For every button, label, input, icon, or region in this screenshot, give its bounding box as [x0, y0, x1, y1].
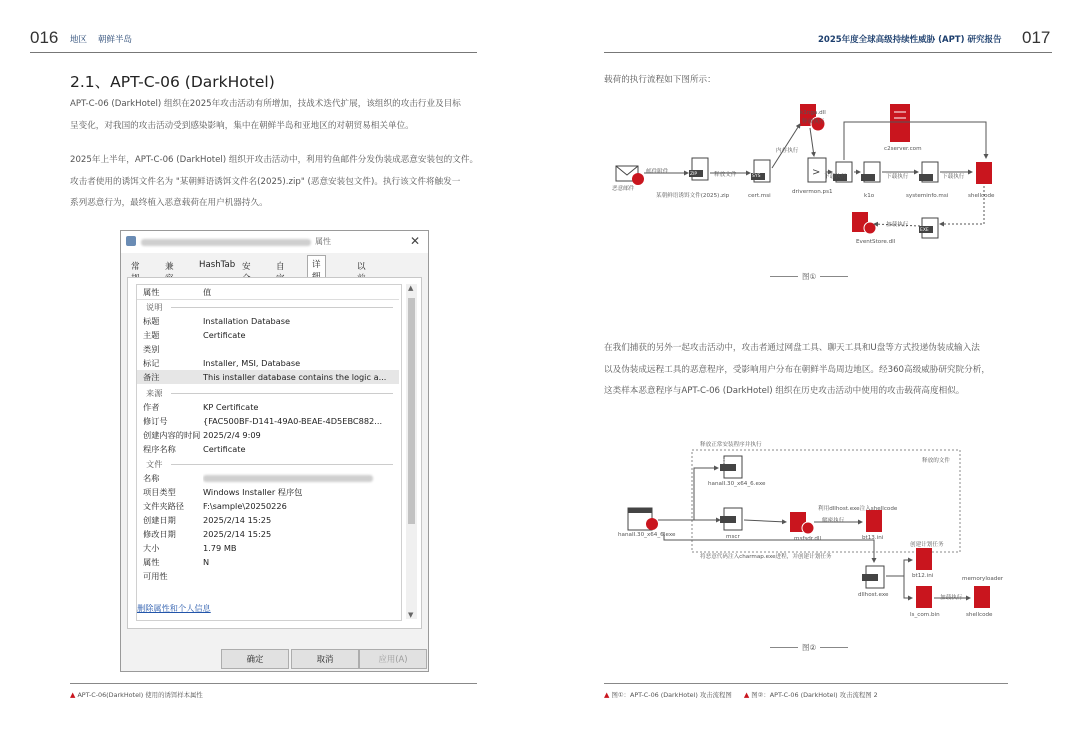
fig2-note-inject: 利用dllhost.exe注入shellcode [818, 506, 898, 512]
fig2-note-box: 释放的文件 [922, 458, 950, 464]
scroll-up-icon[interactable]: ▲ [408, 284, 414, 292]
sys-file-icon [919, 162, 938, 182]
fig1-dll-label: k1nga.dll [800, 110, 826, 116]
fig1-badge-zip: ZIP [690, 172, 698, 177]
row-value: F:\sample\20250226 [203, 501, 287, 511]
fig1-k1o-label: k1o [864, 193, 875, 199]
row-key: 创建内容的时间 [143, 430, 201, 440]
dialog-title-redacted [141, 239, 311, 246]
property-list[interactable] [136, 284, 402, 621]
dialog-title-suffix: 属性 [315, 237, 331, 246]
row-key: 大小 [143, 543, 160, 553]
para1-line2: 呈变化，对我国的攻击活动受到感染影响，集中在朝鲜半岛和亚地区的对朝贸易相关单位。 [70, 120, 414, 131]
fig1-edge-release: 释放文件 [714, 172, 737, 178]
left-paragraph-2 [70, 150, 480, 215]
row-value: 1.79 MB [203, 543, 237, 553]
fig1-zip-label: 某朝鲜语诱饵文件(2025).zip [656, 193, 730, 199]
fig2-note-decrypt: 解密执行 [822, 518, 845, 524]
left-header-region: 朝鲜半岛 [98, 35, 133, 45]
row-value: Certificate [203, 444, 246, 454]
fig2-note-memory: memoryloader [962, 576, 1004, 582]
cancel-button[interactable]: 取消 [291, 649, 359, 669]
ini-file-icon [866, 510, 882, 532]
exe-file-icon [862, 566, 884, 588]
table-row[interactable] [137, 527, 399, 541]
right-para-line3: 这类样本恶意程序与APT-C-06 (DarkHotel) 组织在历史攻击活动中使用的攻击载荷高度相似。 [604, 386, 965, 396]
shellcode-icon [974, 586, 990, 608]
fig2-exe1-label: hanaII.30_x64_6.exe [708, 481, 766, 487]
ok-button[interactable]: 确定 [221, 649, 289, 669]
row-key: 作者 [143, 402, 160, 412]
bin-file-icon [916, 586, 932, 608]
table-row[interactable] [137, 328, 399, 342]
shellcode-icon [976, 162, 992, 184]
row-value: 2025/2/14 15:25 [203, 529, 272, 539]
left-page-number: 016 [30, 28, 59, 47]
triangle-icon: ▲ [743, 691, 750, 699]
row-key: 修订号 [143, 416, 168, 426]
scroll-thumb[interactable] [408, 298, 415, 524]
para2-line2: 攻击者使用的诱饵文件名为 "某朝鲜语诱饵文件名(2025).zip" (恶意安装包文件)。执行该文件将触发一 [70, 176, 461, 187]
tab-custom[interactable]: 自 [276, 262, 285, 272]
table-row[interactable] [137, 569, 399, 583]
group-label: 来源 [146, 388, 163, 398]
fig1-edge-load: 加载执行 [886, 222, 909, 228]
para2-line3: 系列恶意行为，最终植入恶意载荷在用户机器持久。 [70, 198, 268, 208]
fig2-note-persist: 创建计划任务 [910, 542, 944, 548]
col-value[interactable]: 值 [203, 287, 212, 297]
fig1-sysinfo-label: systeminfo.msi [906, 193, 949, 199]
caption-rule-left-2 [770, 647, 798, 648]
tab-hashtab[interactable]: HashTab [199, 260, 236, 270]
svg-text:>: > [812, 167, 821, 178]
list-header [137, 285, 399, 300]
row-value: Windows Installer 程序包 [203, 487, 303, 497]
row-value: Installation Database [203, 316, 291, 326]
left-header-rule [30, 52, 477, 53]
right-paragraph [604, 338, 1044, 403]
row-value: N [203, 557, 210, 567]
group-label: 说明 [146, 302, 163, 312]
right-page-number: 017 [1022, 28, 1051, 47]
tab-details[interactable]: 详 [307, 255, 326, 308]
table-row[interactable] [137, 356, 399, 370]
table-row-selected[interactable] [137, 370, 399, 384]
right-footer [604, 690, 878, 699]
section-title: 2.1、APT-C-06 (DarkHotel) [70, 73, 275, 91]
row-value: This installer database contains the logic a... [203, 372, 387, 382]
fig1-edge-exec: 内存执行 [776, 148, 799, 154]
ini-file-icon [916, 548, 932, 570]
msi-file-icon [126, 236, 136, 246]
dll-gear-icon [790, 512, 814, 534]
fig1-edge-send: 邮件附件 [646, 169, 669, 175]
properties-dialog [120, 230, 429, 672]
triangle-icon: ▲ [70, 691, 76, 699]
fig1-badge-sys: SYS [752, 174, 761, 179]
para2-line1: 2025年上半年，APT-C-06 (DarkHotel) 组织开攻击活动中，利用钓鱼邮件分发伪装成恶意安装包的文件。 [70, 155, 479, 165]
caption-rule-right-2 [820, 647, 848, 648]
row-key: 创建日期 [143, 515, 176, 525]
right-intro: 载荷的执行流程如下图所示： [604, 75, 716, 85]
right-para-line1: 在我们捕获的另外一起攻击活动中，攻击者通过网盘工具、聊天工具和U盘等方式投递伪装成输入法 [604, 343, 980, 353]
installer-icon [628, 508, 658, 530]
table-row[interactable] [137, 513, 399, 527]
exe-file-icon [720, 508, 742, 530]
vertical-scrollbar[interactable] [406, 284, 417, 619]
row-value: KP Certificate [203, 402, 259, 412]
right-footer-text-b: 图②：APT-C-06 (DarkHotel) 攻击流程图 2 [751, 691, 878, 699]
left-footer-rule [70, 683, 477, 684]
left-footer-text: APT-C-06(DarkHotel) 使用的诱饵样本属性 [77, 691, 203, 699]
fig1-edge-dl2: 下载执行 [886, 174, 909, 180]
table-row[interactable] [137, 541, 399, 555]
fig2-src-label: hanaII.30_x64_6.exe [618, 532, 676, 538]
fig2-ini2-label: bt12.ini [912, 573, 934, 579]
fig2-caption: 图② [802, 643, 817, 652]
group-label: 文件 [146, 459, 163, 469]
group-file [137, 457, 399, 471]
row-key: 修改日期 [143, 529, 176, 539]
caption-rule-right [820, 276, 848, 277]
fig2-dllhost-label: dllhost.exe [858, 592, 889, 598]
row-key: 主题 [143, 330, 160, 340]
row-value: Installer, MSI, Database [203, 358, 301, 368]
triangle-icon: ▲ [604, 691, 610, 699]
apply-button[interactable]: 应用(A) [359, 649, 427, 669]
fig1-edge-dl1: 下载执行 [824, 174, 847, 180]
table-row[interactable] [137, 414, 399, 428]
row-key: 可用性 [143, 571, 168, 581]
row-key: 标题 [143, 316, 160, 326]
fig1-cert-label: cert.msi [748, 193, 771, 199]
fig1-shell-label: shellcode [968, 193, 995, 199]
row-key: 程序名称 [143, 444, 176, 454]
col-property[interactable]: 属性 [143, 287, 160, 297]
table-row[interactable] [137, 471, 399, 485]
right-header-title: 2025年度全球高级持续性威胁 (APT) 研究报告 [818, 35, 1002, 45]
table-row[interactable] [137, 428, 399, 442]
left-paragraph-1 [70, 94, 480, 137]
row-key: 标记 [143, 358, 160, 368]
table-row[interactable] [137, 314, 399, 328]
dialog-titlebar [121, 231, 428, 253]
fig2-dll-label: msfsdr.dll [794, 536, 822, 542]
table-row[interactable] [137, 499, 399, 513]
fig1-ps-label: drivermon.ps1 [792, 189, 833, 195]
table-row[interactable] [137, 555, 399, 569]
details-panel [127, 277, 422, 629]
para1-line1: APT-C-06 (DarkHotel) 组织在2025年攻击活动有所增加，技战术迭代扩展，该组织的攻击行业及目标 [70, 99, 461, 109]
table-row[interactable] [137, 442, 399, 456]
remove-properties-link[interactable]: 删除属性和个人信息 [137, 603, 211, 613]
fig1-badge-exe: EXE [920, 228, 929, 233]
right-footer-rule [604, 683, 1008, 684]
sys-file-icon [861, 162, 880, 182]
left-footer [70, 690, 203, 699]
row-value: 2025/2/4 9:09 [203, 430, 261, 440]
group-description [137, 300, 399, 314]
fig1-edge-dl3: 下载执行 [942, 174, 965, 180]
fig1-edge-drop: 释放执行 [802, 119, 825, 125]
server-icon [890, 104, 910, 142]
fig2-note-charmap: 将恶意代码注入charmap.exe进程，并创建计划任务 [700, 554, 832, 560]
table-row[interactable] [137, 400, 399, 414]
fig1-c2-label: c2server.com [884, 146, 922, 152]
dll-gear-icon [852, 212, 876, 234]
scroll-down-icon[interactable]: ▼ [408, 611, 414, 619]
row-key: 备注 [143, 372, 160, 382]
row-key: 名称 [143, 473, 160, 483]
row-key: 文件夹路径 [143, 501, 184, 511]
row-value: 2025/2/14 15:25 [203, 515, 272, 525]
table-row[interactable] [137, 342, 399, 356]
group-origin [137, 386, 399, 400]
row-value: {FAC500BF-D141-49A0-BEAE-4D5EBC882... [203, 416, 383, 426]
row-key: 类别 [143, 344, 160, 354]
fig2-ini-label: bt13.ini [862, 535, 884, 541]
fig1-evt-label: EventStore.dll [856, 239, 896, 245]
fig2-badge-exe: EXE [722, 460, 731, 465]
row-key: 属性 [143, 557, 160, 567]
tab-previous-versions[interactable]: 以 [357, 262, 366, 272]
fig1-caption: 图① [802, 272, 817, 281]
right-footer-text-a: 图①：APT-C-06 (DarkHotel) 攻击流程图 [611, 691, 732, 699]
fig1-mail-label: 恶意邮件 [612, 186, 635, 192]
fig2-exe2-label: mscr [726, 534, 740, 540]
table-row[interactable] [137, 485, 399, 499]
right-para-line2: 以及伪装成远程工具的恶意程序，受影响用户分布在朝鲜半岛周边地区。经360高级威胁研究院分析， [604, 364, 990, 375]
row-value: Certificate [203, 330, 246, 340]
right-header-rule [604, 52, 1052, 53]
fig2-bin-label: ls_com.bin [910, 612, 940, 618]
left-header-section: 地区 [70, 35, 88, 45]
row-value-redacted [203, 471, 399, 485]
mail-icon [616, 166, 644, 185]
close-icon[interactable]: ✕ [409, 234, 420, 248]
tab-general[interactable]: 常 [131, 262, 140, 272]
fig2-note-top: 释放正常安装程序并执行 [700, 442, 762, 448]
tab-security[interactable]: 安 [242, 262, 251, 272]
fig2-note-load: 加载执行 [940, 595, 963, 601]
tab-compatibility[interactable]: 兼 [165, 262, 174, 272]
caption-rule-left [770, 276, 798, 277]
row-key: 项目类型 [143, 487, 176, 497]
fig2-shell-label: shellcode [966, 612, 993, 618]
